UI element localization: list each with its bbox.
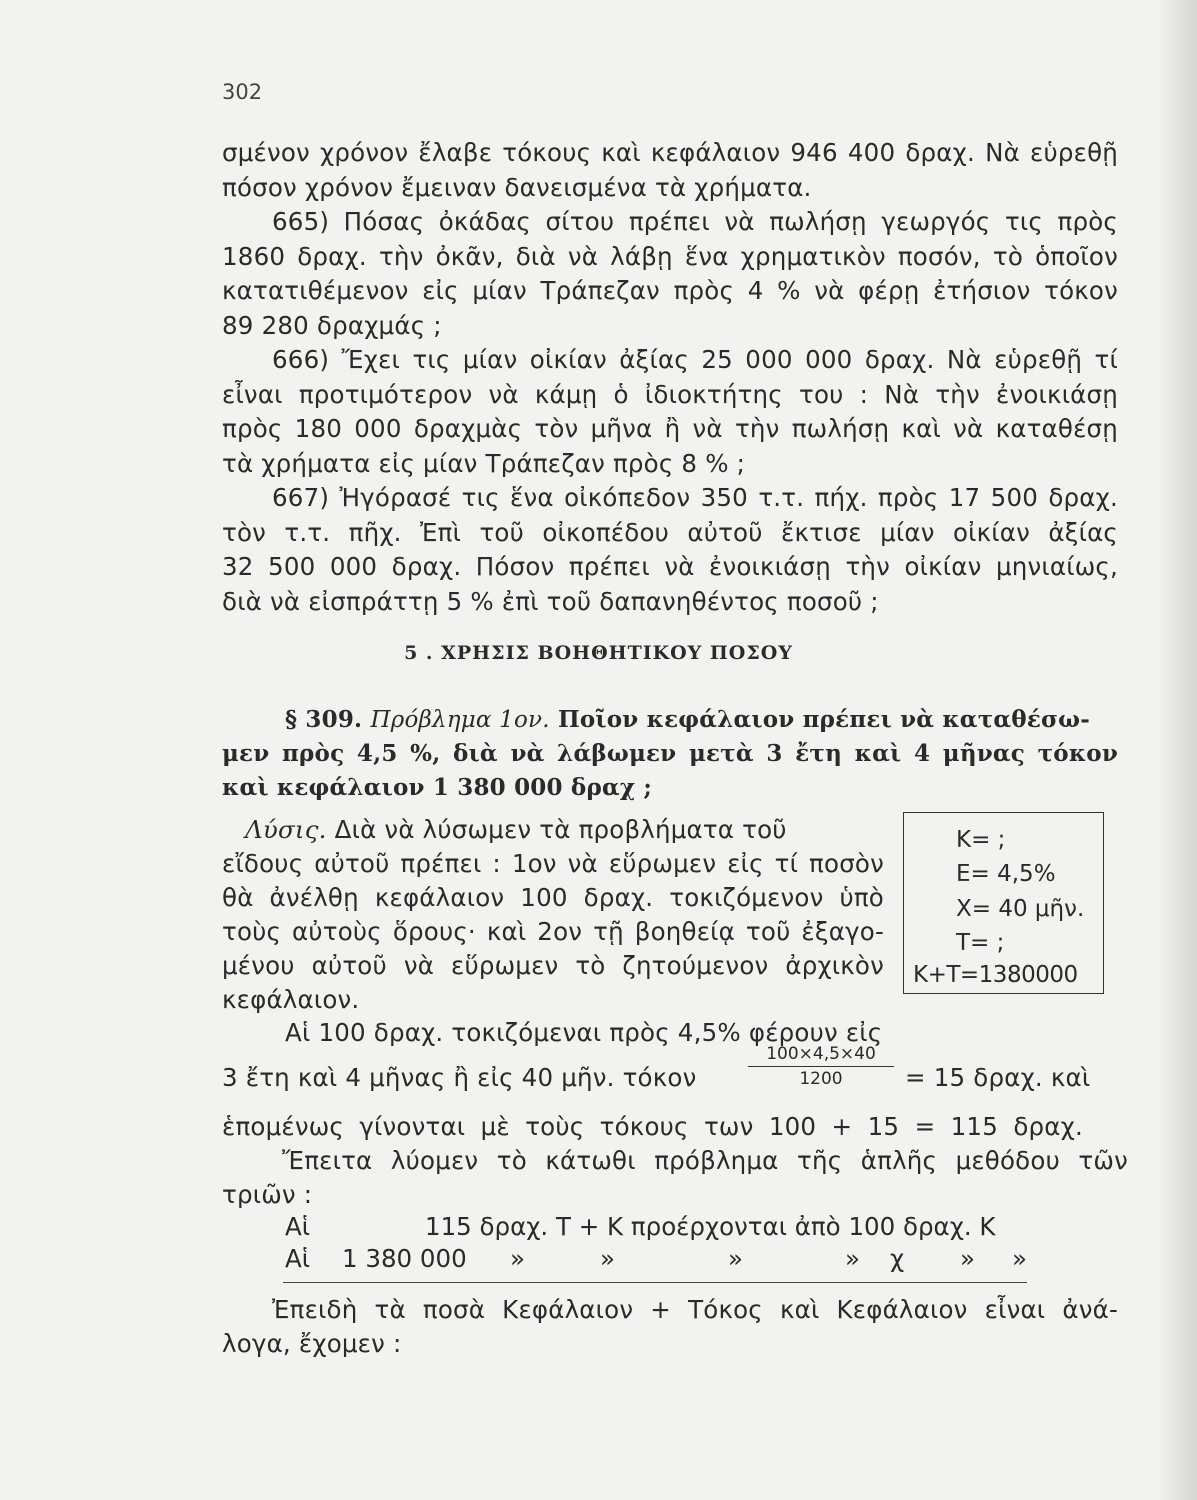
ditto-mark: » — [600, 1244, 615, 1273]
text-line: κατατιθέμενον εἰς μίαν Τράπεζαν πρὸς 4 % νὰ φέρῃ ἐτήσιον τόκον — [222, 276, 1118, 305]
exercise-666: 666) Ἔχει τις μίαν οἰκίαν ἀξίας 25 000 000 δραχ. Νὰ εὑρεθῇ τί — [272, 345, 1118, 374]
text-line: εἶναι προτιμότερον νὰ κάμῃ ὁ ἰδιοκτήτης του : Νὰ τὴν ἐνοικιάσῃ — [222, 380, 1118, 409]
text-line: πρὸς 180 000 δραχμὰς τὸν μῆνα ἢ νὰ τὴν πωλήσῃ καὶ νὰ καταθέσῃ — [222, 414, 1118, 443]
page-number: 302 — [222, 80, 263, 104]
solution-text: Διὰ νὰ λύσωμεν τὰ προβλήματα τοῦ — [334, 815, 787, 844]
rule-of-three-row2-label: Αἱ — [285, 1244, 311, 1273]
calc-line: 3 ἔτη καὶ 4 μῆνας ἢ εἰς 40 μῆν. τόκον — [222, 1063, 697, 1092]
text-line: 1860 δραχ. τὴν ὀκᾶν, διὰ νὰ λάβῃ ἕνα χρηματικὸν ποσόν, τὸ ὁποῖον — [222, 242, 1118, 271]
ditto-mark: » — [1012, 1244, 1027, 1273]
page-edge-shadow — [1157, 0, 1197, 1500]
exercise-667: 667) Ἠγόρασέ τις ἕνα οἰκόπεδον 350 τ.τ. πήχ. πρὸς 17 500 δραχ. — [272, 483, 1118, 512]
horizontal-rule — [283, 1282, 1027, 1283]
rule-of-three-row2-amount: 1 380 000 — [342, 1244, 467, 1273]
solution-text: τοὺς αὐτοὺς ὅρους· καὶ 2ον τῇ βοηθείᾳ τοῦ ἐξαγο- — [222, 917, 884, 946]
solution-text: θὰ ἀνέλθῃ κεφάλαιον 100 δραχ. τοκιζόμενον ὑπὸ — [222, 883, 884, 912]
text-line: 89 280 δραχμάς ; — [222, 311, 442, 340]
calc-line: Αἱ 100 δραχ. τοκιζόμεναι πρὸς 4,5% φέρουν εἰς — [285, 1018, 883, 1047]
text-line: σμένον χρόνον ἔλαβε τόκους καὶ κεφάλαιον 946 400 δραχ. Νὰ εὑρεθῇ — [222, 138, 1118, 167]
text-line: 32 500 000 δραχ. Πόσον πρέπει νὰ ἐνοικιάσῃ τὴν οἰκίαν μηνιαίως, — [222, 552, 1118, 581]
problem-number: Πρόβλημα 1ον. — [370, 707, 550, 733]
calc-line: = 15 δραχ. καὶ — [905, 1063, 1091, 1092]
box-x: Χ= 40 μῆν. — [956, 896, 1085, 922]
calc-line: ἑπομένως γίνονται μὲ τοὺς τόκους των 100 + 15 = 115 δραχ. — [222, 1112, 1083, 1141]
exercise-665: 665) Πόσας ὀκάδας σίτου πρέπει νὰ πωλήσῃ γεωργός τις πρὸς — [272, 207, 1118, 236]
rule-of-three-row1: 115 δραχ. Τ + Κ προέρχονται ἀπὸ 100 δραχ. Κ — [425, 1212, 996, 1241]
problem-title — [285, 706, 1090, 733]
ditto-mark: » — [728, 1244, 743, 1273]
section-heading: 5 . ΧΡΗΣΙΣ ΒΟΗΘΗΤΙΚΟΥ ΠΟΣΟΥ — [404, 642, 793, 664]
fraction — [748, 1044, 894, 1089]
rule-of-three-row1-label: Αἱ — [285, 1212, 311, 1241]
final-line: λογα, ἔχομεν : — [222, 1329, 402, 1358]
solution-text: εἴδους αὐτοῦ πρέπει : 1ον νὰ εὕρωμεν εἰς τί ποσὸν — [222, 849, 884, 878]
ditto-mark: » — [960, 1244, 975, 1273]
calc-line: Ἔπειτα λύομεν τὸ κάτωθι πρόβλημα τῆς ἁπλῆς μεθόδου τῶν — [282, 1146, 1128, 1175]
paragraph-label: § 309. — [285, 706, 363, 733]
solution-label: Λύσις. — [245, 815, 327, 844]
calc-line: τριῶν : — [222, 1180, 313, 1209]
text-line: τὰ χρήματα εἰς μίαν Τράπεζαν πρὸς 8 % ; — [222, 449, 746, 478]
box-kt: Κ+Τ=1380000 — [913, 962, 1078, 988]
box-k: Κ= ; — [956, 827, 1006, 853]
fraction-denominator: 1200 — [799, 1069, 843, 1089]
problem-statement-line: μεν πρὸς 4,5 %, διὰ νὰ λάβωμεν μετὰ 3 ἔτη καὶ 4 μῆνας τόκον — [222, 740, 1118, 767]
problem-statement: Ποῖον κεφάλαιον πρέπει νὰ καταθέσω- — [557, 706, 1091, 733]
problem-statement-line: καὶ κεφάλαιον 1 380 000 δραχ ; — [222, 774, 653, 801]
text-line: διὰ νὰ εἰσπράττῃ 5 % ἐπὶ τοῦ δαπανηθέντος ποσοῦ ; — [222, 587, 879, 616]
solution-text: κεφάλαιον. — [222, 985, 360, 1014]
text-line: τὸν τ.τ. πῆχ. Ἐπὶ τοῦ οἰκοπέδου αὐτοῦ ἔκτισε μίαν οἰκίαν ἀξίας — [222, 518, 1118, 547]
given-data-box — [903, 812, 1104, 994]
ditto-mark: » — [510, 1244, 525, 1273]
box-e: Ε= 4,5% — [956, 861, 1056, 887]
box-t: Τ= ; — [956, 930, 1005, 956]
final-line: Ἐπειδὴ τὰ ποσὰ Κεφάλαιον + Τόκος καὶ Κεφάλαιον εἶναι ἀνά- — [272, 1295, 1118, 1324]
ditto-mark: » — [845, 1244, 860, 1273]
unknown-x: χ — [890, 1244, 905, 1273]
solution-text: μένου αὐτοῦ νὰ εὕρωμεν τὸ ζητούμενον ἀρχικὸν — [222, 951, 884, 980]
fraction-numerator: 100×4,5×40 — [748, 1044, 894, 1067]
solution-first-line — [245, 815, 787, 844]
text-line: πόσον χρόνον ἔμειναν δανεισμένα τὰ χρήματα. — [222, 173, 812, 202]
